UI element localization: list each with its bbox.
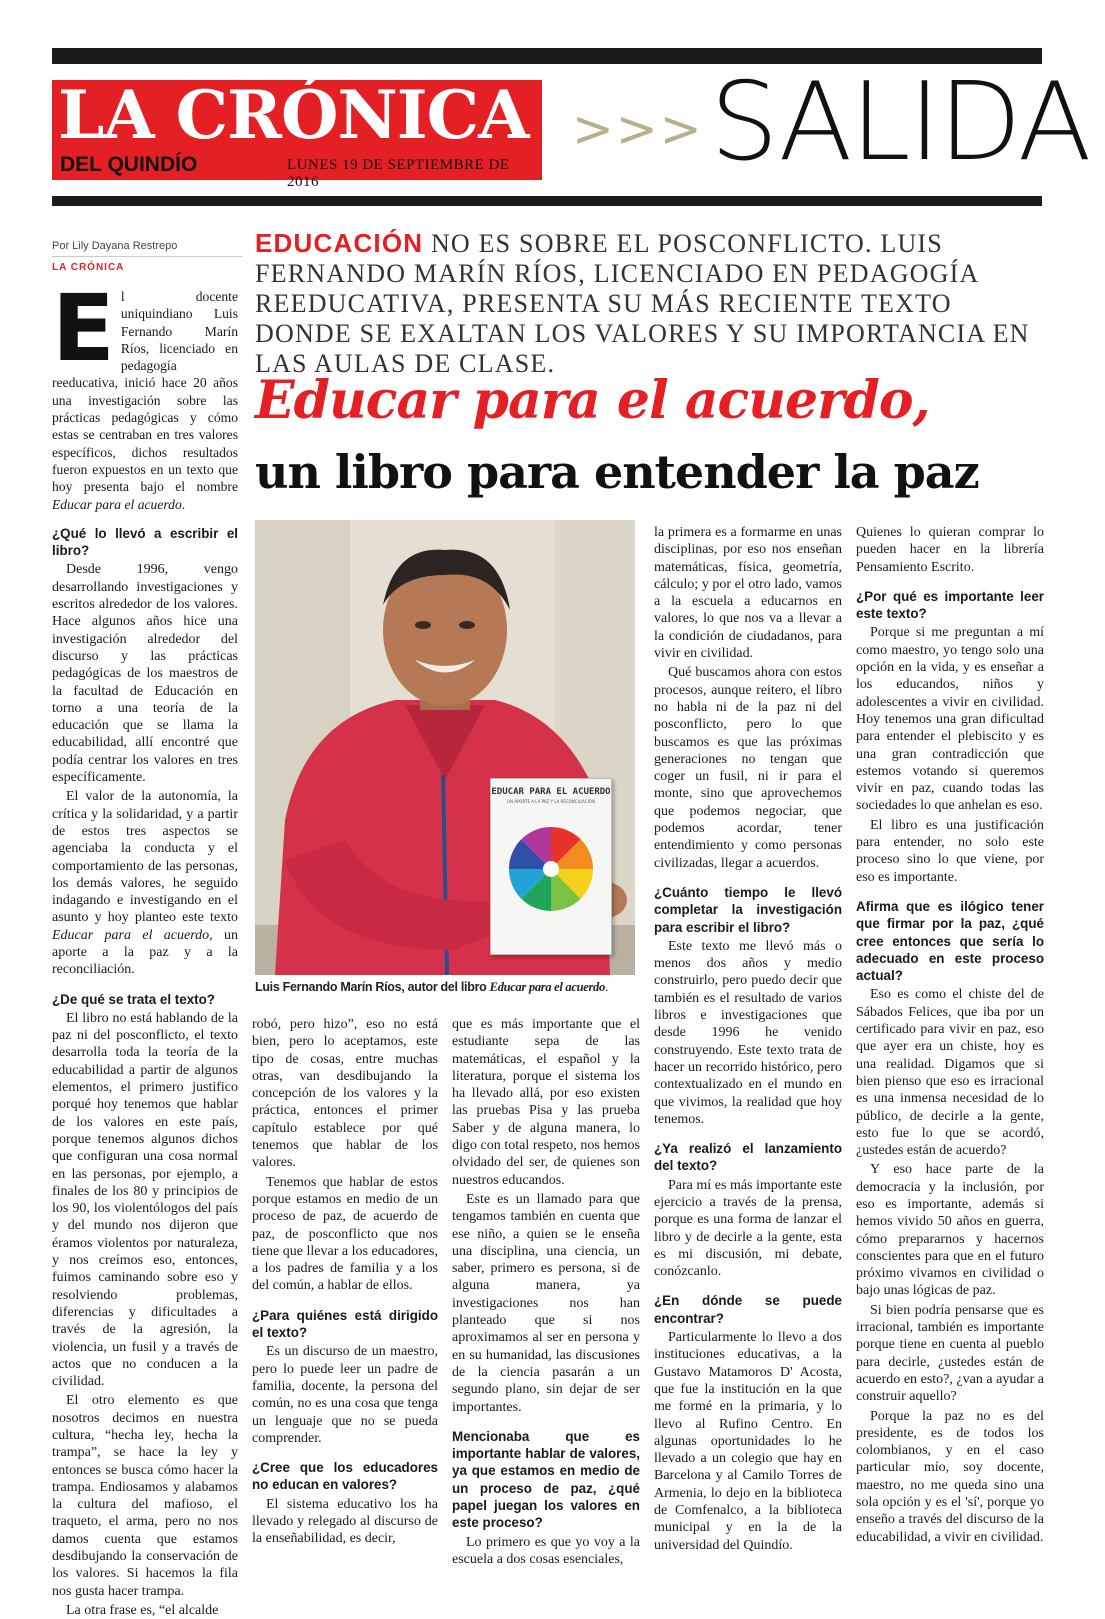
book-cover-icon (490, 778, 612, 955)
answer-paragraph: Desde 1996, vengo desarrollando investigaciones y escritos alrededor de los valores. Hace algunos años hice una investigación alrededor del discurso y las prácticas pedagógicas de los maestros de la facultad de Educación en torno a una teoría de la educación que se llama la educabilidad, allí encontré que podía centrar los valores en tres específicamente. (52, 562, 238, 786)
question-heading: ¿En dónde se puede encontrar? (654, 1293, 842, 1326)
answer-paragraph: Quienes lo quieran comprar lo pueden hacer en la librería Pensamiento Escrito. (856, 525, 1044, 575)
question-heading: ¿Qué lo llevó a escribir el libro? (52, 525, 238, 559)
answer-paragraph: La otra frase es, “el alcalde (66, 1602, 219, 1618)
answer-paragraph: Es un discurso de un maestro, pero lo puede leer un padre de familia, docente, la persona del común, no es una cosa que tenga un lenguaje que no se pueda comprender. (252, 1344, 438, 1446)
logo-subtitle: DEL QUINDÍO (60, 153, 198, 176)
answer-paragraph: Qué buscamos ahora con estos procesos, aunque reitero, el libro no habla ni de la paz ni del posconflicto, pero lo que buscamos es que las próximas generaciones no tengan que coger un fusil, ni ir para el monte, sino que aprovechemos que podemos negociar, que podemos acordar, tener entendimiento y como personas civilizadas, llegar a acuerdos. (654, 665, 842, 871)
issue-date: LUNES 19 DE SEPTIEMBRE DE 2016 (287, 157, 510, 190)
dropcap: E (52, 275, 115, 382)
section-rule (52, 196, 1042, 206)
question-heading: ¿De qué se trata el texto? (52, 991, 215, 1007)
chevrons-icon: >>> (572, 100, 704, 158)
question-heading: Mencionaba que es importante hablar de valores, ya que estamos en medio de un proceso de paz, ¿qué papel juegan los valores en este proceso? (452, 1428, 640, 1531)
article-column-1 (52, 275, 238, 1618)
question-heading: ¿Cuánto tiempo le llevó completar la investigación para escribir el libro? (654, 884, 842, 935)
answer-paragraph: Este texto me llevó más o menos dos años y medio construirlo, pero puedo decir que también es el resultado de varios libros e investigaciones que desde 1996 he venido construyendo. Este texto trata de hacer un recorrido histórico, pero contextualizado en el mundo en que vivimos, la realidad que hoy tenemos. (654, 938, 842, 1127)
article-column-4 (654, 524, 842, 1553)
article-column-2 (252, 1016, 438, 1547)
question-heading: Afirma que es ilógico tener que firmar por la paz, ¿qué cree entonces que sería lo adecuado en este proceso actual? (856, 898, 1044, 984)
answer-paragraph: El libro no está hablando de la paz ni del posconflicto, el texto desarrolla toda la teoría de la educabilidad a partir de algunos elementos, el primero justifico porqué hoy tenemos que hablar de los valores en este país, porque tenemos algunos dichos que configuran una cosa normal en las personas, por ejemplo, a finales de los 80 y principios de los 90, los violentólogos del país y del mundo nos dijeron que éramos violentos por naturaleza, y nos creímos eso, entonces, fuimos caminando sobre eso y resolviendo problemas, diferencias y dificultades a través de la agresión, la violencia, un fusil y a través de actos que no conducen a la civilidad. (52, 1010, 238, 1390)
answer-paragraph: Este es un llamado para que tengamos también en cuenta que ese niño, a quien se le enseña una disciplina, una ciencia, un saber, primero es persona, si de alguna manera, ya investigaciones nos han planteado que si nos aproximamos al ser en persona y en su humanidad, las discusiones de la ciencia pasarán a un segundo plano, sin dejar de ser importantes. (452, 1191, 640, 1415)
answer-paragraph: Eso es como el chiste del de Sábados Felices, que iba por un certificado para vivir en paz, eso que ayer era un chiste, hoy es una realidad. Digamos que si bien pienso que eso es irracional es una inmensa necesidad de lo público, de decirle a la gente, esto fue lo que se acordó, ¿ustedes están de acuerdo? (856, 987, 1044, 1159)
answer-paragraph: Y eso hace parte de la democracia y la inclusión, por eso es importante, además si hemos vivido 50 años en guerra, cómo prepararnos y hacernos conscientes para que en el futuro próximo vivamos en civilidad o bajo unas lógicas de paz. (856, 1162, 1044, 1299)
article-column-3 (452, 1016, 640, 1567)
answer-paragraph: El valor de la autonomía, la crítica y la solidaridad, y a partir de estos tres aspectos se agenciaba la conducta y el comportamiento de las personas, los demás valores, he seguido indagando e investigando en el asunto y hoy planteo este texto Educar para el acuerdo, un aporte a la paz y a la reconciliación. (52, 789, 238, 978)
answer-paragraph: El sistema educativo los ha llevado y relegado al discurso de la enseñabilidad, es decir, (252, 1496, 438, 1547)
question-heading: ¿Por qué es importante leer este texto? (856, 588, 1044, 622)
color-wheel-icon (506, 824, 596, 914)
kicker (255, 228, 1045, 379)
byline-author: Por Lily Dayana Restrepo (52, 240, 242, 257)
book-title: EDUCAR PARA EL ACUERDO (491, 787, 611, 797)
caption-text: Luis Fernando Marín Ríos, autor del libro (255, 980, 490, 994)
answer-paragraph: Porque si me preguntan a mí como maestro, yo tengo solo una opción en la vida, y es enseñar a los educandos, niños y adolescentes a vivir en civilidad. Hoy tenemos una gran dificultad para entender el plebiscito y es una gran contradicción que estemos votando si queremos vivir en paz, cuando todas las sociedades lo que anhelan es eso. (856, 625, 1044, 814)
article-photo (255, 520, 635, 975)
answer-paragraph: Tenemos que hablar de estos porque estamos en medio de un proceso de paz, de acuerdo de paz, de posconflicto que nos tiene que llevar a los educadores, a los padres de familia y a los del común, a hablar de ellos. (252, 1174, 438, 1294)
question-heading: ¿Cree que los educadores no educan en valores? (252, 1460, 438, 1493)
answer-paragraph: robó, pero hizo”, eso no está bien, pero lo aceptamos, este tipo de cosas, entre muchas otras, van desdibujando la concepción de los valores y la práctica, entonces el primer capítulo establece por qué tenemos que hablar de los valores. (252, 1017, 438, 1171)
answer-paragraph: El libro es una justificación para entender, no solo este proceso sino lo que viene, por eso es importante. (856, 817, 1044, 885)
answer-paragraph: El otro elemento es que nosotros decimos en nuestra cultura, “hecha ley, hecha la trampa”, se hace la ley y entonces se busca cómo hacer la trampa. Endiosamos y alabamos la cultura del mafioso, el traqueto, el arma, pero no nos damos cuenta que estamos desdibujando la conservación de los valores. Si hacemos la fila nos gusta hacer trampa. (52, 1393, 238, 1599)
answer-paragraph: Para mí es más importante este ejercicio a través de la prensa, porque es una forma de lanzar el libro y de decirle a la gente, esta es mi discusión, mi debate, conózcanlo. (654, 1177, 842, 1280)
headline-primary: Educar para el acuerdo, (255, 370, 930, 431)
logo-title: LA CRÓNICA (58, 76, 529, 154)
answer-paragraph: Si bien podría pensarse que es irracional, también es importante porque tiene en cuenta al pueblo para decirle, ¿ustedes están de acuerdo en esto?, ¿van a ayudar a construir aquello? (856, 1302, 1044, 1405)
newspaper-logo[interactable] (52, 76, 542, 190)
intro-paragraph: El docente uniquindiano Luis Fernando Marín Ríos, licenciado en pedagogía reeducativa, inició hace 20 años una investigación sobre las prácticas pedagógicas y cómo estas se centraban en tres valores específicos, dichos resultados fueron expuestos en un texto que hoy presenta bajo el nombre Educar para el acuerdo. (52, 275, 238, 512)
kicker-lead: EDUCACIÓN (255, 228, 424, 258)
answer-paragraph: que es más importante que el estudiante sepa de las matemáticas, el español y la literatura, porque el sistema los ha llevado allá, por eso existen las pruebas Pisa y las prueba Saber y de alguna manera, lo digo con total respeto, nos hemos olvidado del ser, de quienes son nuestros educandos. (452, 1017, 640, 1188)
caption-book-title: Educar para el acuerdo (489, 980, 605, 994)
headline-secondary: un libro para entender la paz (255, 445, 979, 499)
book-subtitle: UN APORTE A LA PAZ Y LA RECONCILIACIÓN (507, 799, 595, 804)
answer-paragraph: Lo primero es que yo voy a la escuela a dos cosas esenciales, (452, 1534, 640, 1567)
photo-caption: Luis Fernando Marín Ríos, autor del libro Educar para el acuerdo. (255, 980, 609, 994)
article-column-5 (856, 524, 1044, 1544)
answer-paragraph: Particularmente lo llevo a dos instituciones educativas, a la Gustavo Matamoros D' Acosta, que fue la institución en la que me formé en la primaria, y lo llevo al Rufino Centro. En algunas oportunidades lo he llevado a un colegio que hay en Barcelona y al Camilo Torres de Armenia, lo dejo en la biblioteca de Comfenalco, a la biblioteca municipal y en la de la universidad del Quindío. (654, 1330, 842, 1553)
section-title: SALIDA (710, 60, 1090, 185)
byline-org: LA CRÓNICA (52, 262, 125, 273)
question-heading: ¿Ya realizó el lanzamiento del texto? (654, 1141, 842, 1174)
question-heading: ¿Para quiénes está dirigido el texto? (252, 1307, 438, 1341)
answer-paragraph: Porque la paz no es del presidente, es de todos los colombianos, y en el caso particular mío, soy docente, maestro, no me queda sino una sola opción y es el 'sí', porque yo enseño a través del discurso de la educabilidad, a vivir en civilidad. (856, 1408, 1044, 1545)
answer-paragraph: la primera es a formarme en unas disciplinas, por eso nos enseñan matemáticas, física, geometría, cálculo; y por el otro lado, vamos a la escuela a educarnos en valores, lo que nos va a llevar a la condición de ciudadanos, para vivir en civilidad. (654, 525, 842, 662)
kicker-text: NO ES SOBRE EL POSCONFLICTO. LUIS FERNANDO MARÍN RÍOS, LICENCIADO EN PEDAGOGÍA REEDUCATIVA, PRESENTA SU MÁS RECIENTE TEXTO DONDE SE EXALTAN LOS VALORES Y SU IMPORTANCIA EN LAS AULAS DE CLASE. (255, 229, 1030, 378)
